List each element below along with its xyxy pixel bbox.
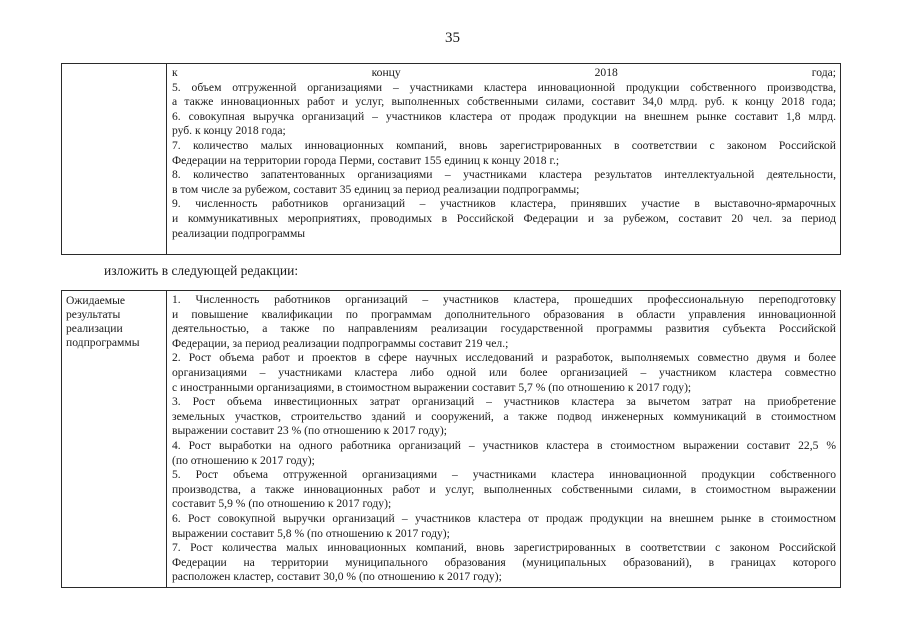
text-line: и повышение квалификации по программам дополнительного образования в области управления инновационной (172, 307, 836, 321)
text-line: к концу 2018 года; (172, 66, 836, 79)
text-line: Федерации на территории муниципального образования (муниципальных образований), в границах которого (172, 555, 836, 569)
row-label-line: Ожидаемые (66, 294, 126, 307)
text-line: 6. совокупная выручка организаций – участников кластера от продаж продукции на внешнем рынке составит 1,8 млрд. (172, 109, 836, 123)
text-line: организациями – участниками кластера либо одной или более организацией – участником кластера совместно (172, 365, 836, 379)
text-line: 6. Рост совокупной выручки организаций – участников кластера от продаж продукции на внешнем рынке в стоимостном (172, 511, 836, 525)
row-label-line: результаты (66, 308, 121, 321)
bottom-table-body-cell (167, 291, 841, 588)
page-number: 35 (445, 30, 460, 46)
text-line: 2. Рост объема работ и проектов в сфере научных исследований и разработок, выполняемых совместно двумя и более (172, 351, 836, 365)
text-line: Федерации на территории города Перми, составит 155 единиц к концу 2018 г.; (172, 153, 560, 167)
text-line: выражении составит 23 % (по отношению к 2017 году); (172, 424, 447, 438)
text-line: 3. Рост объема инвестиционных затрат организаций – участников кластера за вычетом затрат на приобретение (172, 395, 836, 409)
text-line: руб. к концу 2018 года; (172, 124, 286, 138)
intro-text: изложить в следующей редакции: (104, 263, 299, 278)
text-line: а также инновационных работ и услуг, выполненных собственными силами, составит 34,0 млрд. руб. к концу 2018 года; (172, 95, 836, 109)
text-line: расположен кластер, составит 30,0 % (по отношению к 2017 году); (172, 570, 502, 584)
text-line: и коммуникативных мероприятиях, проводимых в Российской Федерации и за рубежом, составит 20 чел. за период (172, 211, 836, 225)
text-line: 5. Рост объема отгруженной организациями – участниками кластера инновационной продукции собственного (172, 468, 836, 482)
bottom-table (61, 290, 841, 588)
text-line: земельных участков, строительство зданий и сооружений, а также подвод инженерных коммуникаций в стоимостном (172, 409, 836, 423)
text-line: Федерации, за период реализации подпрограммы составит 219 чел.; (172, 336, 509, 350)
text-line: 7. количество малых инновационных компаний, вновь зарегистрированных в соответствии с законом Российской (172, 138, 836, 152)
row-label-line: реализации (66, 322, 123, 335)
text-line: 1. Численность работников организаций – участников кластера, прошедших профессиональную переподготовку (172, 293, 836, 306)
top-table-label-cell (62, 64, 167, 255)
row-label-line: подпрограммы (66, 336, 140, 349)
text-line: деятельностью, а также по направлениям реализации государственной программы развития субъекта Российской (172, 322, 836, 336)
text-line: 4. Рост выработки на одного работника организаций – участников кластера в стоимостном выражении составит 22,5 % (172, 438, 836, 452)
row-label (62, 291, 166, 350)
text-line: производства, а также инновационных работ и услуг, выполненных собственными силами, в стоимостном выражении (172, 482, 836, 496)
text-line: с иностранными организациями, в стоимостном выражении составит 5,7 % (по отношению к 2017 году); (172, 380, 692, 394)
text-line: выражении составит 5,8 % (по отношению к 2017 году); (172, 526, 450, 540)
text-line: (по отношению к 2017 году); (172, 453, 315, 467)
text-line: составит 5,9 % (по отношению к 2017 году); (172, 497, 392, 511)
text-line: 7. Рост количества малых инновационных компаний, вновь зарегистрированных в соответствии с законом Российской (172, 541, 836, 555)
top-table-body-cell (167, 64, 841, 255)
text-line: в том числе за рубежом, составит 35 единиц за период реализации подпрограммы; (172, 182, 580, 196)
text-line: 5. объем отгруженной организациями – участниками кластера инновационной продукции собственного производства, (172, 80, 836, 94)
top-table-row (62, 64, 841, 255)
text-line: 8. количество запатентованных организациями – участниками кластера результатов интеллектуальной деятельности, (172, 168, 836, 182)
text-line: реализации подпрограммы (172, 226, 306, 240)
bottom-table-label-cell (62, 291, 167, 588)
bottom-table-row (62, 291, 841, 588)
text-line: 9. численность работников организаций – участников кластера, принявших участие в выставочно-ярмарочных (172, 197, 836, 211)
top-table (61, 63, 841, 255)
